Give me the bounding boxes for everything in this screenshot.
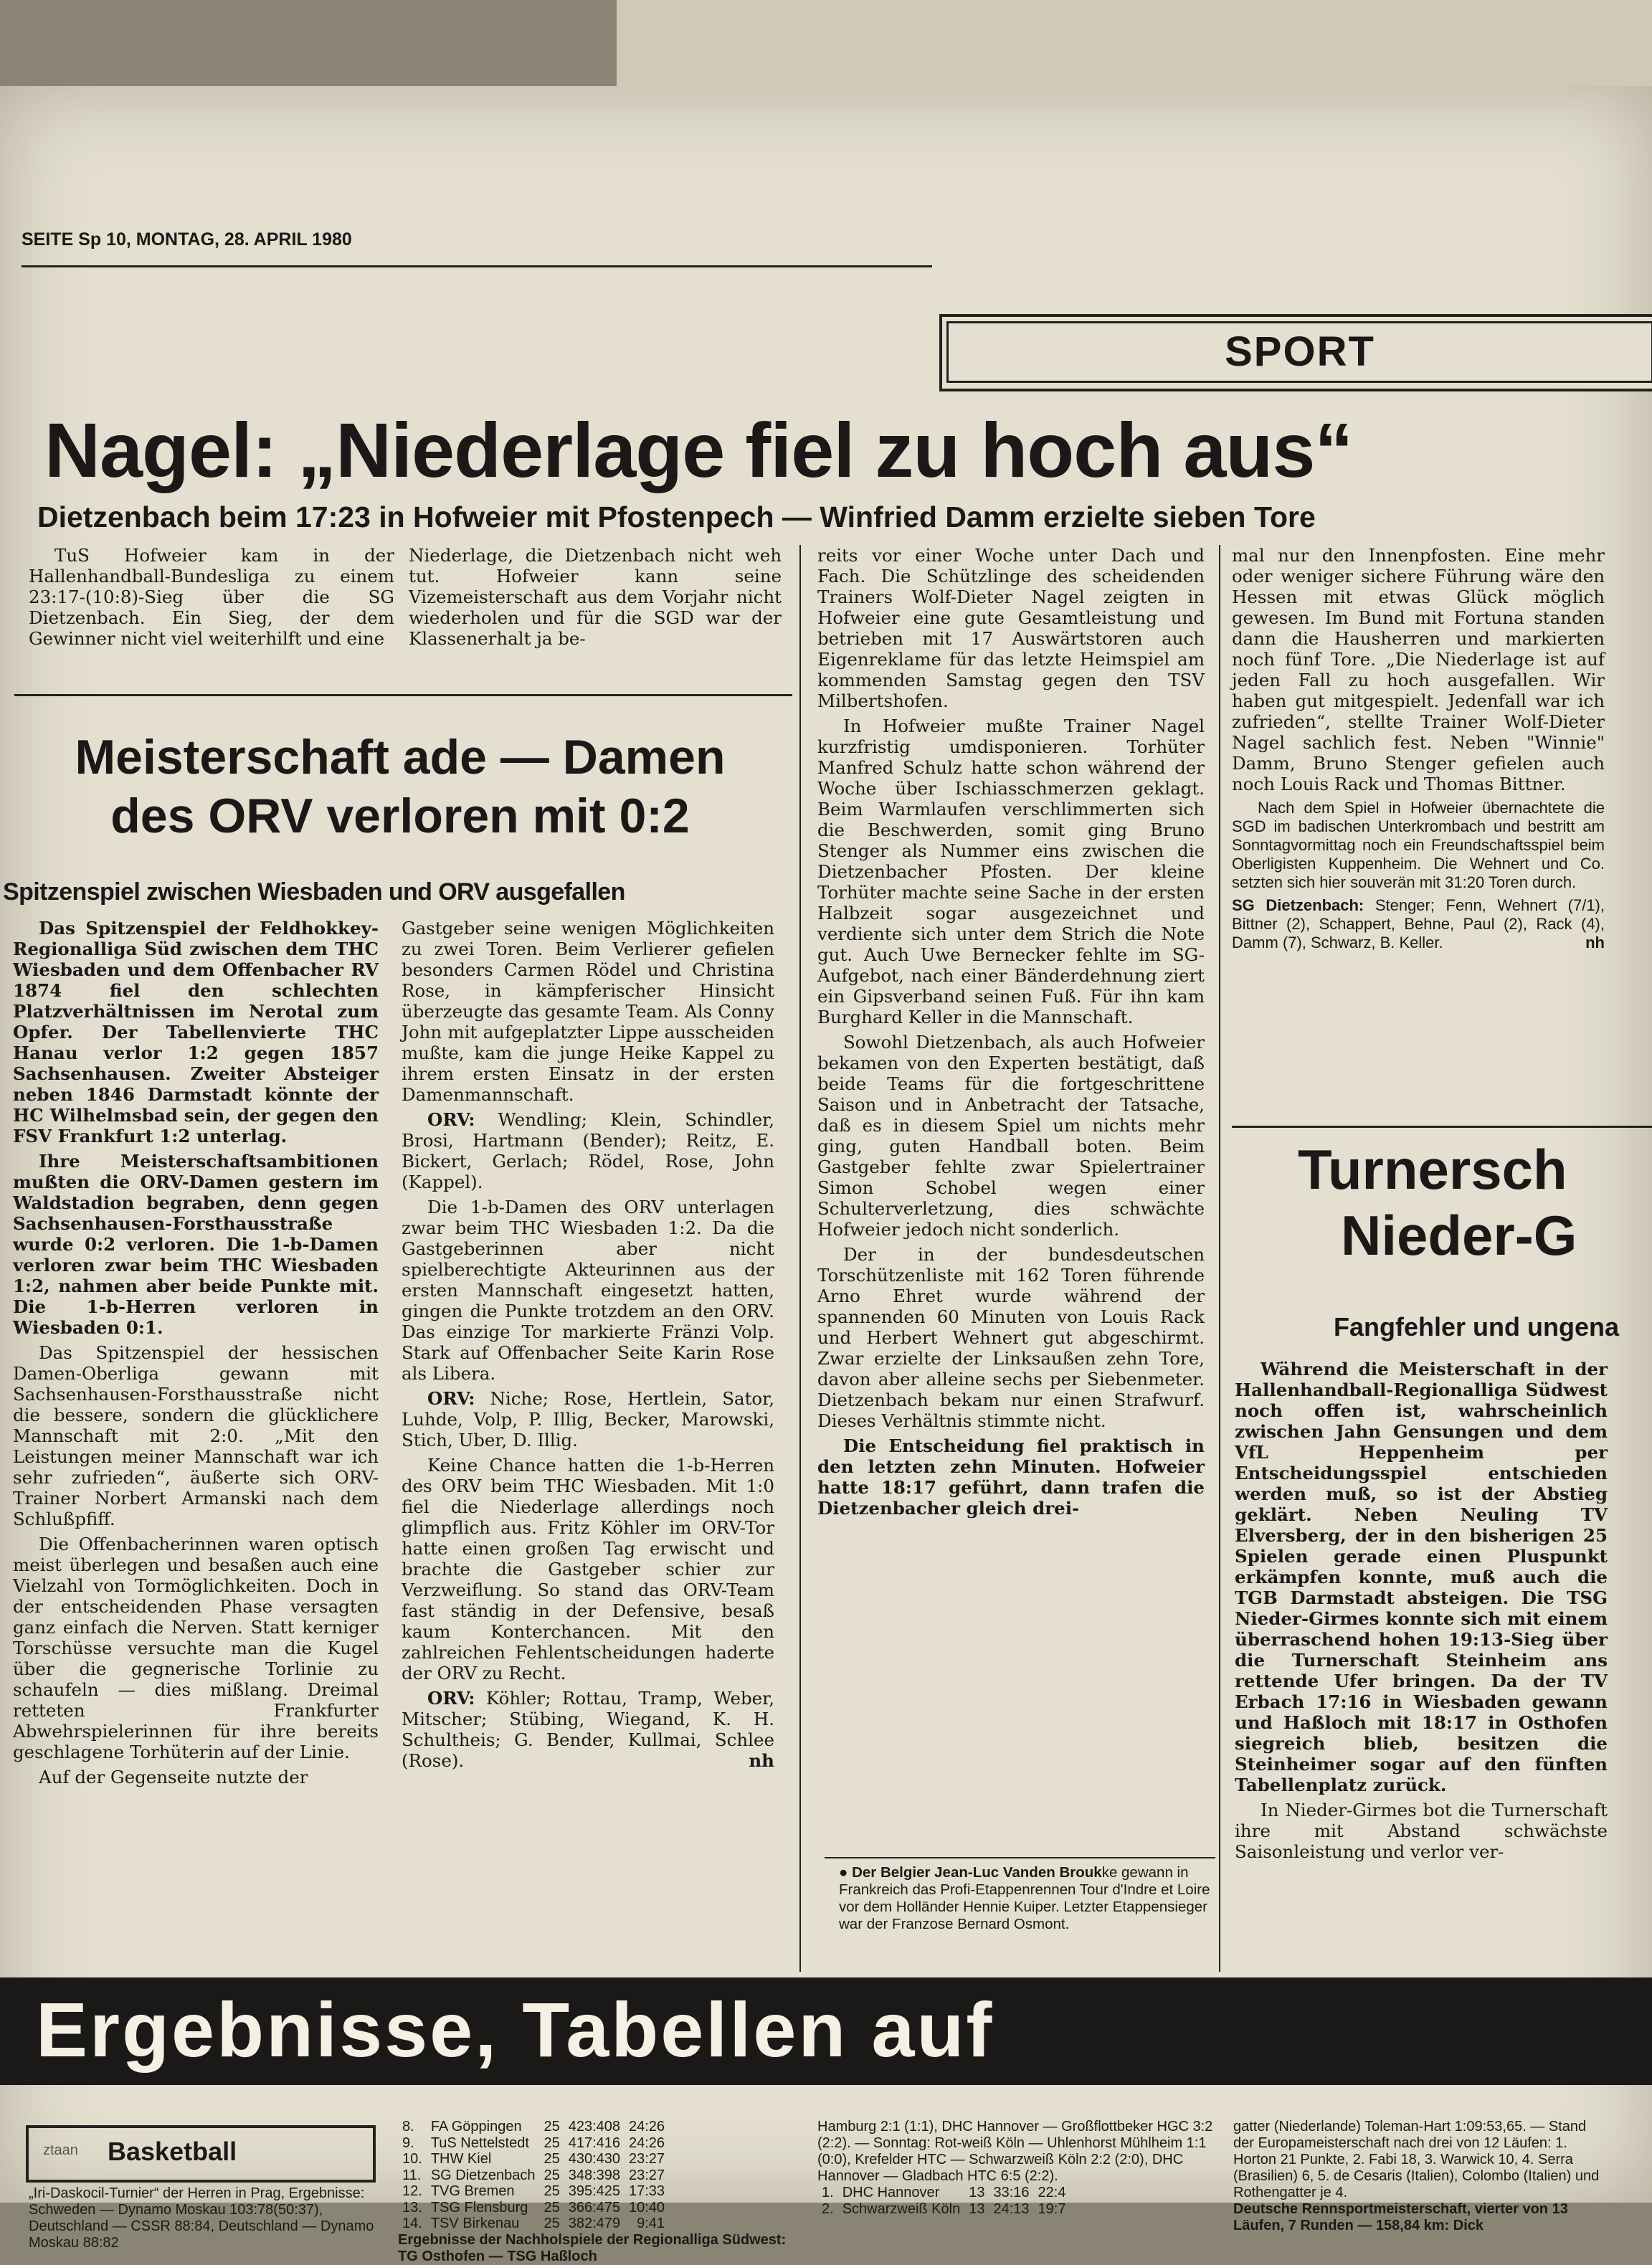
motorsport-bold: Deutsche Rennsportmeisterschaft, vierter von 13 Läufen, 7 Runden — 158,84 km: Dick: [1233, 2201, 1568, 2233]
hockey-results-text: Hamburg 2:1 (1:1), DHC Hannover — Großflottbeker HGC 3:2 (2:2). — Sonntag: Rot-weiß Köln — Uhlenhorst Mühlheim 1:1 (0:0), Krefelder HTC — Schwarzweiß Köln 2:2 (2:0), DHC Hannover — Gladbach HTC 6:5 (2:2).: [817, 2119, 1213, 2184]
main-col2-text: Niederlage, die Dietzenbach nicht weh tut. Hofweier kann seine Vizemeisterschaft aus dem Vorjahr nicht wiederholen und für die SGD war der Klassenerhalt ja be-: [409, 545, 782, 649]
hockey-col2-p2: Die 1-b-Damen des ORV unterlagen zwar beim THC Wiesbaden 1:2. Da die Gastgeberinnen aber nicht spielberechtigte Akteurinnen aus der ersten Mannschaft eingesetzt hatten, gingen die Punkte trotzdem an den ORV. Das einzige Tor markierte Fränzi Volp. Stark auf Offenbacher Seite Karin Rose als Libera.: [402, 1197, 774, 1384]
section-label: SPORT: [946, 321, 1652, 383]
dateline: SEITE Sp 10, MONTAG, 28. APRIL 1980: [22, 229, 352, 250]
hockey-top-rule: [14, 694, 792, 696]
hockey-subhead: Spitzenspiel zwischen Wiesbaden und ORV ausgefallen: [3, 878, 625, 906]
handball-table-wrap: [398, 2119, 799, 2265]
turner-subhead: Fangfehler und ungena: [1334, 1312, 1620, 1342]
orv1-label: ORV:: [427, 1109, 475, 1130]
turner-col: [1235, 1359, 1608, 1866]
table-row: 8. FA Göppingen 25 423:408 24:26: [402, 2119, 665, 2135]
hockey-col-2: [402, 918, 774, 1775]
main-subhead: Dietzenbach beim 17:23 in Hofweier mit Pfostenpech — Winfried Damm erzielte sieben Tore: [37, 500, 1316, 533]
notice-bold: Der Belgier Jean-Luc Vanden Brouk: [852, 1864, 1102, 1881]
main-signature: nh: [1585, 934, 1605, 951]
lineup-label: SG Dietzenbach:: [1232, 896, 1364, 914]
main-col3-p1: reits vor einer Woche unter Dach und Fach. Die Schützlinge des scheidenden Trainers Wolf-Dieter Nagel zeigten in Hofweier eine gute Gesamtleistung und betrieben mit 17 Auswärtstoren auch Eigenreklame für das letzte Heimspiel am kommenden Samstag gegen den TSV Milbertshofen.: [817, 545, 1205, 711]
main-col1-text: TuS Hofweier kam in der Hallenhandball-Bundesliga zu einem 23:17-(10:8)-Sieg über die SG Dietzenbach. Ein Sieg, der dem Gewinner nicht viel weiterhilft und eine: [29, 545, 394, 649]
hockey-col1-p1: Das Spitzenspiel der hessischen Damen-Oberliga gewann mit Sachsenhausen-Forsthausstraße nicht die bessere, sondern die glücklichere Mannschaft mit 2:0. „Mit den Leistungen meiner Mannschaft war ich sehr zufrieden“, äußerte sich ORV-Trainer Norbert Armanski nach dem Schlußpfiff.: [13, 1342, 379, 1529]
hockey-table: [817, 2185, 1070, 2217]
hockey-col1-bold-2: Ihre Meisterschaftsambitionen mußten die ORV-Damen gestern im Waldstadion begraben, denn gegen Sachsenhausen-Forsthausstraße wurde 0:2 verloren. Die 1-b-Damen verloren zwar beim THC Wiesbaden 1:2, nahmen aber beide Punkte mit. Die 1-b-Herren verloren in Wiesbaden 0:1.: [13, 1151, 379, 1338]
notice-text: ke gewann in Frankreich das Profi-Etappenrennen Tour d'Indre et Loire vor dem Holländer Hennie Kuiper. Letzter Etappensieger war der Franzose Bernard Osmont.: [839, 1864, 1210, 1932]
turner-top-rule: [1232, 1126, 1652, 1128]
basketball-pre: ztaan: [43, 2142, 78, 2158]
lineup-text: Stenger; Fenn, Wehnert (7/1), Bittner (2), Schappert, Behne, Paul (2), Rack (4), Damm (7), Schwarz, B. Keller.: [1232, 896, 1605, 951]
main-col-4: [1232, 545, 1605, 956]
main-col3-p2: In Hofweier mußte Trainer Nagel kurzfristig umdisponieren. Torhüter Manfred Schulz hatte schon während der Woche über Ischiasschmerzen geklagt. Beim Warmlaufen verschlimmerten sich die Beschwerden, somit ging Bruno Stenger als Nummer eins zwischen die Dietzenbacher Pfosten. Der kleine Torhüter machte seine Sache in der ersten Halbzeit sogar ausgezeichnet und verdiente sich unter dem Strich die Note gut. Auch Uwe Bernecker fehlte im SG-Aufgebot, nach einer Bänderdehnung ziert ein Gipsverband seinen Fuß. Für ihn kam Burghard Keller in die Mannschaft.: [817, 716, 1205, 1027]
table-row: 9. TuS Nettelstedt 25 417:416 24:26: [402, 2135, 665, 2151]
table-row: 11. SG Dietzenbach 25 348:398 23:27: [402, 2167, 665, 2183]
main-col-2: [409, 545, 782, 653]
hockey-col2-p1: Gastgeber seine wenigen Möglichkeiten zu zwei Toren. Beim Verlierer gefielen besonders Carmen Rödel und Christina Rose, in kämpferischer Hinsicht überzeugte das gesamte Team. Als Conny John mit aufgeplatzter Lippe ausscheiden mußte, kam die junge Heike Kappel zu ihrem ersten Einsatz in der ersten Damenmannschaft.: [402, 918, 774, 1105]
turner-text: In Nieder-Girmes bot die Turnerschaft ihre mit Abstand schwächste Saisonleistung und verlor ver-: [1235, 1800, 1608, 1862]
newspaper-page: [0, 86, 1652, 2264]
turner-bold: Während die Meisterschaft in der Hallenhandball-Regionalliga Südwest noch offen ist, wahrscheinlich zwischen Jahn Gensungen und dem VfL Heppenheim per Entscheidungsspiel entschieden werden muß, so ist der Abstieg geklärt. Neben Neuling TV Elversberg, der in den bisherigen 25 Spielen gerade einen Pluspunkt erkämpfen konnte, muß auch die TGB Darmstadt absteigen. Die TSG Nieder-Girmes konnte sich mit einem überraschend hohen 19:13-Sieg über die Turnerschaft Steinheim ans rettende Ufer bringen. Da der TV Erbach 17:16 in Wiesbaden gewann und Haßloch mit 18:17 in Osthofen siegreich blieb, besitzen die Steinheimer sogar auf den fünften Tabellenplatz zurück.: [1235, 1359, 1608, 1795]
main-col4-small: Nach dem Spiel in Hofweier übernachtete die SGD im badischen Unterkrombach und bestritt am Sonntagvormittag noch ein Freundschaftsspiel beim Oberligisten Kuppenheim. Die Wehnert und Co. setzten sich hier souverän mit 31:20 Toren durch.: [1232, 799, 1605, 891]
table-row: 10. THW Kiel 25 430:430 23:27: [402, 2151, 665, 2167]
hockey-col2-p3: Keine Chance hatten die 1-b-Herren des ORV beim THC Wiesbaden. Mit 1:0 fiel die Niederlage allerdings noch glimpflich aus. Fritz Köhler im ORV-Tor hatte einen großen Tag erwischt und brachte die Gastgeber schier zur Verzweiflung. So stand das ORV-Team fast ständig in der Defensive, besaß kaum Konterchancen. Mit den zahlreichen Fehlentscheidungen haderte der ORV zu Recht.: [402, 1455, 774, 1684]
motorsport-results: [1233, 2119, 1606, 2234]
column-rule-2: [1219, 545, 1220, 1972]
table-row: 13. TSG Flensburg 25 366:475 10:40: [402, 2199, 665, 2216]
orv3-lineup: Köhler; Rottau, Tramp, Weber, Mitscher; Stübing, Wiegand, K. H. Schultheis; G. Bender, Kullmai, Schlee (Rose).: [402, 1688, 774, 1771]
hockey-col1-p3: Auf der Gegenseite nutzte der: [39, 1767, 308, 1787]
motorsport-text: gatter (Niederlande) Toleman-Hart 1:09:53,65. — Stand der Europameisterschaft nach drei von 12 Läufen: 1. Horton 21 Punkte, 2. Fabi 18, 3. Warwick 10, 4. Serra (Brasilien) 6, 5. de Cesaris (Italien), Colombo (Italien) und Rothengatter je 4.: [1233, 2119, 1600, 2200]
hockey-headline-line-2: des ORV verloren mit 0:2: [110, 789, 690, 843]
hockey-headline-line-1: Meisterschaft ade — Damen: [75, 730, 726, 784]
hockey-col1-bold-1: Das Spitzenspiel der Feldhokkey-Regionalliga Süd zwischen dem THC Wiesbaden und dem Offenbacher RV 1874 fiel den schlechten Platzverhältnissen im Nerotal zum Opfer. Der Tabellenvierte THC Hanau verlor 1:2 gegen 1857 Sachsenhausen. Zweiter Absteiger neben 1846 Darmstadt könnte der HC Wilhelmsbad sein, der gegen den FSV Frankfurt 1:2 unterlag.: [13, 918, 379, 1146]
orv3-label: ORV:: [427, 1688, 475, 1709]
hockey-headline: [6, 728, 794, 845]
handball-table-footer: Ergebnisse der Nachholspiele der Regionalliga Südwest: TG Osthofen — TSG Haßloch: [398, 2231, 787, 2264]
hockey-results-wrap: [817, 2119, 1219, 2217]
orv2-lineup: Niche; Rose, Hertlein, Sator, Luhde, Volp, P. Illig, Becker, Marowski, Stich, Uber, D. Illig.: [402, 1388, 774, 1450]
turner-headline: [1298, 1136, 1577, 1268]
cycling-notice: ● Der Belgier Jean-Luc Vanden Broukke gewann in Frankreich das Profi-Etappenrennen Tour d'Indre et Loire vor dem Holländer Hennie Kuiper. Letzter Etappensieger war der Franzose Bernard Osmont.: [839, 1864, 1210, 1932]
turner-headline-line-1: Turnersch: [1298, 1138, 1567, 1201]
table-row: 14. TSV Birkenau 25 382:479 9:41: [402, 2216, 665, 2231]
orv1-lineup: Wendling; Klein, Schindler, Brosi, Hartmann (Bender); Reitz, E. Bickert, Gerlach; Rödel, Rose, John (Kappel).: [402, 1109, 774, 1192]
orv2-label: ORV:: [427, 1388, 475, 1409]
header-rule: [22, 265, 932, 267]
main-col3-p3: Sowohl Dietzenbach, als auch Hofweier bekamen von den Experten bestätigt, daß beide Teams für die fortgeschrittene Saison und in Anbetracht der Tatsache, daß es in diesem Spiel um nichts mehr ging, guten Handball boten. Beim Gastgeber fehlte zwar Spielertrainer Simon Schobel wegen einer Schulterverletzung, dies schwächte Hofweier jedoch nicht sonderlich.: [817, 1032, 1205, 1240]
main-col-3: [817, 545, 1205, 1523]
main-col3-p5: Die Entscheidung fiel praktisch in den letzten zehn Minuten. Hofweier hatte 18:17 geführt, dann trafen die Dietzenbacher gleich drei-: [817, 1435, 1205, 1519]
hockey-col-1: [13, 918, 379, 1792]
basketball-label: Basketball: [108, 2137, 237, 2166]
results-banner-text: Ergebnisse, Tabellen auf: [36, 1986, 994, 2073]
main-headline: Nagel: „Niederlage fiel zu hoch aus“: [44, 407, 1353, 493]
main-col4-p1: mal nur den Innenpfosten. Eine mehr oder weniger sichere Führung wäre den Hessen mit etwas Glück möglich gewesen. Im Bund mit Fortuna standen dann die Hausherren und markierten noch fünf Tore. „Die Niederlage ist auf jeden Fall zu hoch ausgefallen. Wir haben gut mitgespielt. Jedenfall war ich zufrieden“, stellte Trainer Wolf-Dieter Nagel sachlich fest. Neben "Winnie" Damm, Bruno Stenger gefielen auch noch Louis Rack und Thomas Bittner.: [1232, 545, 1605, 794]
hockey-col1-p2: Die Offenbacherinnen waren optisch meist überlegen und besaßen auch eine Vielzahl von Tormöglichkeiten. Doch in der entscheidenden Phase versagten ganz einfach die Nerven. Statt kerniger Torschüsse versuchte man die Kugel über die gegnerische Torlinie zu schaufeln — dies mißlang. Dreimal retteten Frankfurter Abwehrspielerinnen für ihre bereits geschlagene Torhüterin auf der Linie.: [13, 1534, 379, 1762]
turner-headline-line-2: Nieder-G: [1341, 1204, 1577, 1267]
main-col-1: [29, 545, 394, 653]
table-row: 1. DHC Hannover 13 33:16 22:4: [822, 2185, 1066, 2200]
notice-rule: [825, 1857, 1215, 1858]
table-row: 2. Schwarzweiß Köln 13 24:13 19:7: [822, 2200, 1066, 2217]
handball-table: [398, 2119, 669, 2232]
hockey-signature: nh: [749, 1750, 774, 1771]
main-col3-p4: Der in der bundesdeutschen Torschützenliste mit 162 Toren führende Arno Ehret wurde während der spannenden 60 Minuten von Louis Rack und Herbert Wehnert gut abgeschirmt. Zwar erzielte der Linksaußen zehn Tore, davon aber alleine sechs per Siebenmeter. Dietzenbach bekam nur einen Strafwurf. Dieses Verhältnis stimmte nicht.: [817, 1244, 1205, 1431]
basketball-results: „Iri-Daskocil-Turnier“ der Herren in Prag, Ergebnisse: Schweden — Dynamo Moskau 103:78(50:37), Deutschland — CSSR 88:84, Deutschland — Dynamo Moskau 88:82: [29, 2185, 374, 2251]
column-rule: [799, 545, 801, 1972]
table-row: 12. TVG Bremen 25 395:425 17:33: [402, 2183, 665, 2199]
